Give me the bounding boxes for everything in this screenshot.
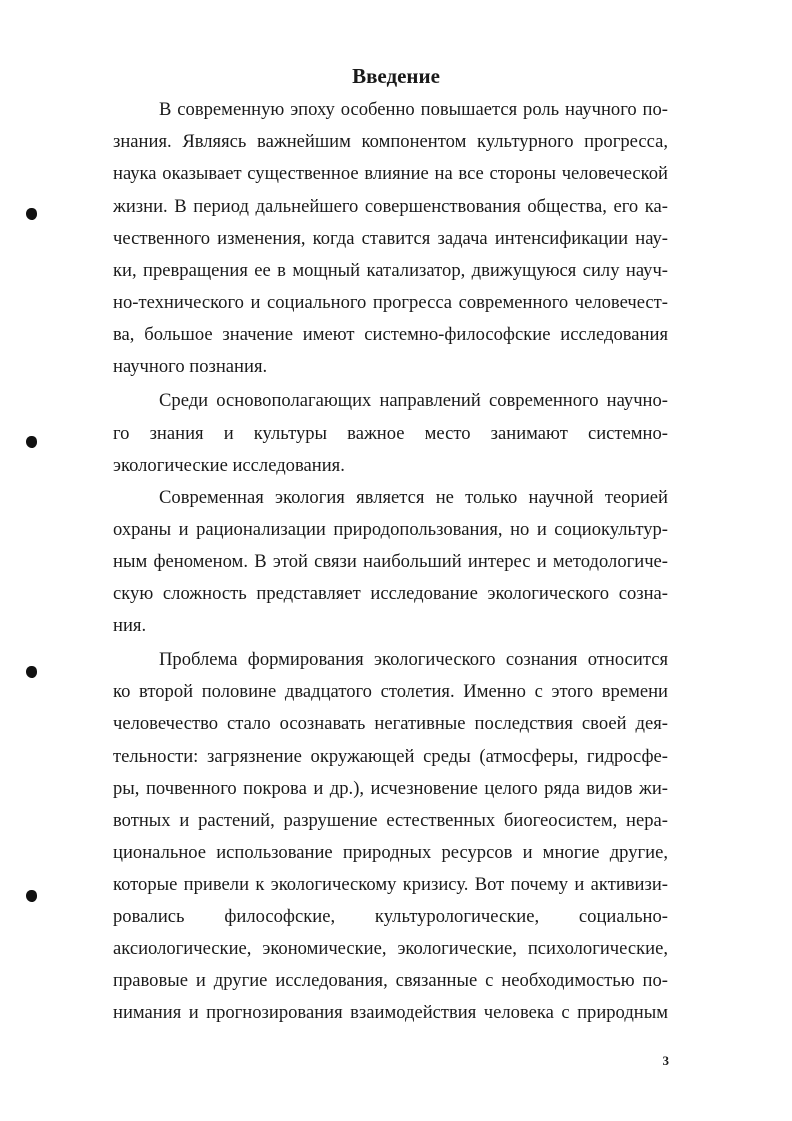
text-line: ва, большое значение имеют системно-философские исследования: [113, 324, 668, 345]
page-title: Введение: [352, 64, 440, 88]
page-number: 3: [662, 1053, 669, 1068]
text-line: вотных и растений, разрушение естественных биогеосистем, нера-: [113, 810, 668, 831]
text-line: ры, почвенного покрова и др.), исчезновение целого ряда видов жи-: [113, 778, 668, 799]
text-line: го знания и культуры важное место занимают системно-: [113, 423, 668, 444]
text-line: жизни. В период дальнейшего совершенствования общества, его ка-: [113, 196, 668, 217]
text-line: наука оказывает существенное влияние на все стороны человеческой: [113, 163, 668, 184]
text-line: научного познания.: [113, 356, 268, 377]
text-line: ния.: [113, 615, 147, 636]
text-line: Проблема формирования экологического сознания относится: [159, 649, 668, 670]
text-line: скую сложность представляет исследование экологического созна-: [113, 583, 668, 604]
text-line: Среди основополагающих направлений современного научно-: [159, 390, 668, 411]
text-line: аксиологические, экономические, экологические, психологические,: [113, 938, 668, 959]
text-line: охраны и рационализации природопользования, но и социокультур-: [113, 519, 668, 540]
text-line: нимания и прогнозирования взаимодействия человека с природным: [113, 1002, 668, 1023]
text-line: В современную эпоху особенно повышается роль научного по-: [159, 99, 668, 120]
text-line: ко второй половине двадцатого столетия. Именно с этого времени: [113, 681, 668, 702]
binder-hole-mark: [26, 208, 37, 220]
text-line: ки, превращения ее в мощный катализатор, движущуюся силу науч-: [113, 260, 668, 281]
binder-hole-mark: [26, 890, 37, 902]
text-line: чественного изменения, когда ставится задача интенсификации нау-: [113, 228, 668, 249]
text-line: которые привели к экологическому кризису. Вот почему и активизи-: [113, 874, 668, 895]
binder-hole-mark: [26, 666, 37, 678]
text-line: экологические исследования.: [113, 455, 345, 476]
text-line: знания. Являясь важнейшим компонентом культурного прогресса,: [113, 131, 668, 152]
text-line: циональное использование природных ресурсов и многие другие,: [113, 842, 668, 863]
text-line: правовые и другие исследования, связанные с необходимостью по-: [113, 970, 668, 991]
text-line: Современная экология является не только научной теорией: [159, 487, 668, 508]
text-line: но-технического и социального прогресса современного человечест-: [113, 292, 668, 313]
text-line: тельности: загрязнение окружающей среды (атмосферы, гидросфе-: [113, 746, 668, 767]
text-line: ровались философские, культурологические, социально-: [113, 906, 668, 927]
text-line: человечество стало осознавать негативные последствия своей дея-: [113, 713, 668, 734]
binder-hole-mark: [26, 436, 37, 448]
text-line: ным феноменом. В этой связи наибольший интерес и методологиче-: [113, 551, 668, 572]
